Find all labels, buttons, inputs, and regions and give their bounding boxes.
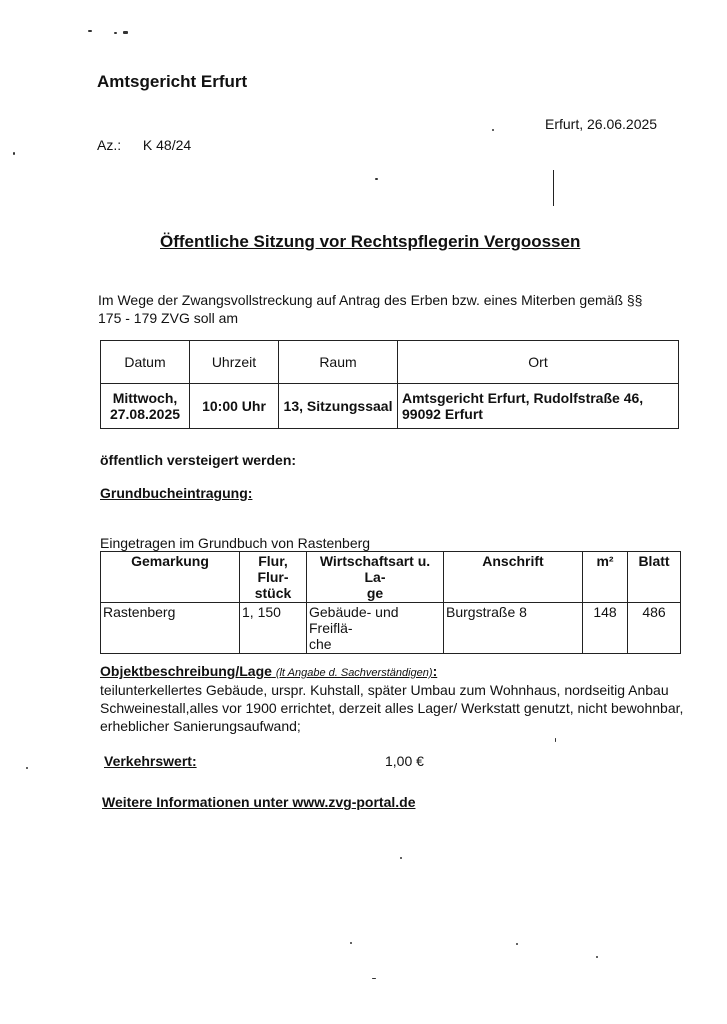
header-anschrift: Anschrift [444, 552, 583, 603]
scan-speck [596, 956, 598, 958]
file-reference-value: K 48/24 [142, 137, 192, 153]
market-value-amount: 1,00 € [385, 753, 424, 769]
cell-date [101, 384, 190, 429]
cell-room: 13, Sitzungssaal [279, 384, 398, 429]
object-title-text: Objektbeschreibung/Lage [100, 663, 272, 679]
scan-speck [372, 978, 376, 979]
document-heading: Öffentliche Sitzung vor Rechtspflegerin Vergoossen [160, 232, 581, 251]
scan-speck [88, 30, 92, 32]
header-flur-line1: Flur, Flur- [257, 553, 289, 585]
table-header-row [101, 341, 679, 384]
scan-speck [375, 178, 378, 180]
court-name: Amtsgericht Erfurt [97, 72, 248, 91]
scan-speck [114, 32, 117, 34]
cell-wirtschaftsart [307, 603, 444, 654]
header-raum: Raum [279, 341, 398, 384]
info-link[interactable]: Weitere Informationen unter www.zvg-portal.de [102, 794, 416, 810]
table-header-row [101, 552, 681, 603]
file-reference [97, 137, 191, 153]
cell-place [398, 384, 679, 429]
table-row [101, 384, 679, 429]
cell-anschrift: Burgstraße 8 [444, 603, 583, 654]
grundbuch-table [100, 551, 681, 654]
wirtschaft-line2: che [309, 636, 332, 652]
object-colon: : [432, 663, 438, 679]
appointment-table [100, 340, 679, 429]
place-line1: Amtsgericht Erfurt, Rudolfstraße 46, [402, 390, 644, 406]
file-reference-label: Az.: [97, 137, 122, 153]
market-value-label: Verkehrswert: [104, 753, 197, 769]
margin-mark [553, 170, 554, 206]
object-description: teilunterkellertes Gebäude, urspr. Kuhstall, später Umbau zum Wohnhaus, nordseitig Anbau Schweinestall,alles vor 1900 errichtet, derzeit alles Lager/ Werkstatt genutzt, nicht bewohnbar, erheblicher Sanierungsaufwand; [100, 682, 684, 734]
scan-speck [516, 943, 518, 945]
grundbuch-title: Grundbucheintragung: [100, 485, 253, 501]
scan-speck [26, 767, 28, 769]
place-date: Erfurt, 26.06.2025 [545, 116, 658, 132]
header-blatt: Blatt [628, 552, 681, 603]
auction-text: öffentlich versteigert werden: [100, 452, 297, 468]
header-wirtschaftsart [307, 552, 444, 603]
object-note: (lt Angabe d. Sachverständigen) [275, 667, 433, 679]
cell-m2: 148 [583, 603, 628, 654]
header-flur [240, 552, 307, 603]
table-row [101, 603, 681, 654]
date-weekday: Mittwoch, [112, 390, 178, 406]
header-m2: m² [583, 552, 628, 603]
cell-blatt: 486 [628, 603, 681, 654]
scan-speck [400, 857, 402, 859]
cell-time: 10:00 Uhr [190, 384, 279, 429]
place-line2: 99092 Erfurt [402, 406, 483, 422]
grundbuch-intro: Eingetragen im Grundbuch von Rastenberg [100, 535, 371, 551]
cell-flur: 1, 150 [240, 603, 307, 654]
header-uhrzeit: Uhrzeit [190, 341, 279, 384]
scan-speck [350, 942, 352, 944]
date-value: 27.08.2025 [109, 406, 181, 422]
header-flur-line2: stück [254, 585, 292, 601]
header-wirtschaft-line1: Wirtschaftsart u. La- [319, 553, 431, 585]
wirtschaft-line1: Gebäude- und Freiflä- [309, 604, 399, 636]
object-title [100, 663, 437, 679]
header-gemarkung: Gemarkung [101, 552, 240, 603]
scan-speck [123, 31, 128, 34]
scan-speck [555, 738, 556, 742]
header-datum: Datum [101, 341, 190, 384]
header-wirtschaft-line2: ge [366, 585, 384, 601]
header-ort: Ort [398, 341, 679, 384]
cell-gemarkung: Rastenberg [101, 603, 240, 654]
scan-speck [13, 152, 15, 155]
intro-text: Im Wege der Zwangsvollstreckung auf Antrag des Erben bzw. eines Miterben gemäß §§ 175 - 179 ZVG soll am [98, 292, 643, 326]
scan-speck [492, 129, 494, 131]
